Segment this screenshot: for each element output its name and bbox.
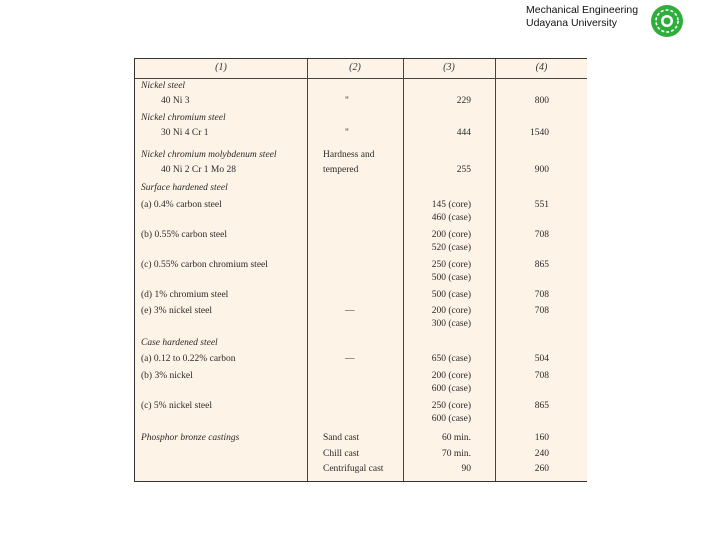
table-cell: " (345, 96, 349, 106)
table-cell: (c) 5% nickel steel (141, 401, 212, 411)
table-cell: (c) 0.55% carbon chromium steel (141, 260, 268, 270)
table-cell: 60 min. (441, 433, 471, 443)
table-cell: 70 min. (441, 449, 471, 459)
table-cell: 865 (534, 260, 549, 270)
header-line-2: Udayana University (526, 17, 618, 29)
table-cell: Case hardened steel (141, 338, 218, 348)
university-logo-icon (650, 4, 684, 38)
table-cell: 520 (case) (431, 243, 471, 253)
table-cell: (a) 0.12 to 0.22% carbon (141, 354, 236, 364)
table-cell: (e) 3% nickel steel (141, 306, 212, 316)
table-cell: 200 (core) (431, 371, 471, 381)
table-cell: Centrifugal cast (323, 464, 384, 474)
table-cell: Surface hardened steel (141, 183, 228, 193)
table-cell: — (345, 306, 355, 316)
table-cell: 240 (534, 449, 549, 459)
table-cell: Hardness and (323, 150, 375, 160)
table-cell: 40 Ni 3 (161, 96, 190, 106)
table-cell: (d) 1% chromium steel (141, 290, 229, 300)
table-cell: 145 (core) (431, 200, 471, 210)
table-cell: Nickel steel (141, 81, 186, 91)
table-cell: (a) 0.4% carbon steel (141, 200, 222, 210)
table-cell: 600 (case) (431, 414, 471, 424)
table-cell: — (345, 354, 355, 364)
table-cell: 1540 (530, 128, 549, 138)
table-cell: 900 (534, 165, 549, 175)
table-cell: 255 (456, 165, 471, 175)
table-cell: 708 (534, 371, 549, 381)
table-cell: 200 (core) (431, 230, 471, 240)
table-cell: 30 Ni 4 Cr 1 (161, 128, 209, 138)
table-cell: 444 (456, 128, 471, 138)
table-cell: 40 Ni 2 Cr 1 Mo 28 (161, 165, 236, 175)
header-line-1: Mechanical Engineering (526, 4, 639, 16)
column-header: (2) (349, 62, 361, 73)
table-cell: 800 (534, 96, 549, 106)
table-cell: 551 (534, 200, 549, 210)
table-cell: 250 (core) (431, 401, 471, 411)
table-cell: 250 (core) (431, 260, 471, 270)
table-cell: 600 (case) (431, 384, 471, 394)
table-cell: (b) 3% nickel (141, 371, 193, 381)
table-cell: 865 (534, 401, 549, 411)
column-divider (307, 59, 308, 481)
table-cell: " (345, 128, 349, 138)
column-header: (1) (215, 62, 227, 73)
table-cell: Nickel chromium steel (141, 113, 226, 123)
table-cell: 160 (534, 433, 549, 443)
material-properties-table (134, 58, 587, 482)
table-cell: Chill cast (323, 449, 360, 459)
table-cell: Nickel chromium molybdenum steel (141, 150, 277, 160)
table-cell: 90 (461, 464, 471, 474)
table-cell: 650 (case) (431, 354, 471, 364)
table-cell: Sand cast (323, 433, 360, 443)
table-cell: 260 (534, 464, 549, 474)
table-cell: 708 (534, 230, 549, 240)
table-cell: 460 (case) (431, 213, 471, 223)
table-cell: Phosphor bronze castings (141, 433, 240, 443)
header-divider (135, 78, 587, 79)
column-header: (3) (443, 62, 455, 73)
table-cell: 708 (534, 290, 549, 300)
table-cell: 500 (case) (431, 290, 471, 300)
table-cell: tempered (323, 165, 359, 175)
table-cell: 229 (456, 96, 471, 106)
table-cell: 500 (case) (431, 273, 471, 283)
column-header: (4) (535, 62, 548, 73)
table-cell: 708 (534, 306, 549, 316)
table-cell: (b) 0.55% carbon steel (141, 230, 227, 240)
table-cell: 200 (core) (431, 306, 471, 316)
table-cell: 300 (case) (431, 319, 471, 329)
institution-header (526, 4, 656, 30)
table-cell: 504 (534, 354, 549, 364)
